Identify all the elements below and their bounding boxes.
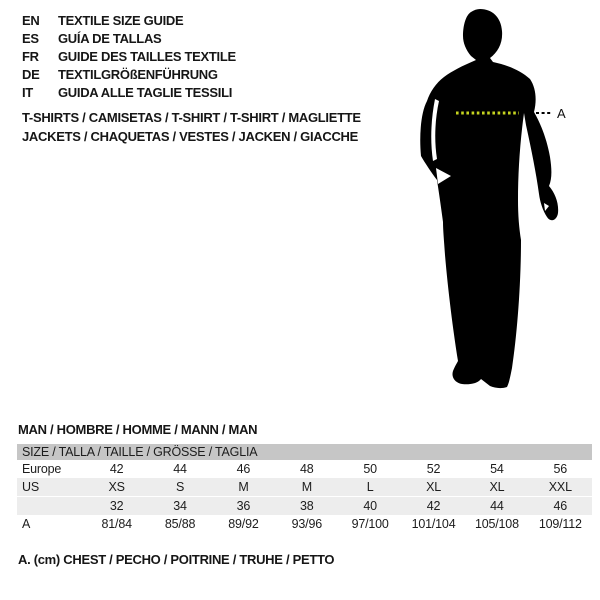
size-cell: 50	[363, 462, 377, 476]
language-title: GUIDE DES TAILLES TEXTILE	[58, 48, 236, 64]
table-row-europe	[17, 460, 592, 478]
row-label	[17, 497, 85, 516]
language-title: TEXTILGRÖßENFÜHRUNG	[58, 66, 218, 82]
size-cell: M	[212, 478, 275, 497]
language-row-it	[22, 83, 236, 101]
table-row-us-letter	[17, 478, 592, 497]
size-cell: 85/88	[164, 517, 196, 531]
language-list	[22, 12, 236, 101]
size-cell: 34	[148, 497, 211, 516]
size-cell: 42	[402, 497, 465, 516]
size-cell: 97/100	[351, 517, 389, 531]
size-cell: XL	[402, 478, 465, 497]
table-row-us-numeric	[17, 497, 592, 516]
size-cell: 44	[173, 462, 187, 476]
table-header-row	[17, 444, 592, 460]
size-table	[17, 444, 592, 533]
category-list	[22, 109, 361, 146]
size-cell: 52	[426, 462, 441, 476]
language-title: GUÍA DE TALLAS	[58, 31, 162, 47]
language-row-fr	[22, 48, 236, 66]
size-cell: 81/84	[101, 517, 132, 531]
man-silhouette-figure	[405, 0, 580, 410]
language-code: FR	[22, 48, 39, 64]
language-code: EN	[22, 13, 40, 29]
table-header-label: SIZE / TALLA / TAILLE / GRÖSSE / TAGLIA	[17, 444, 592, 460]
size-cell: M	[275, 478, 338, 497]
size-cell: 109/112	[538, 517, 582, 531]
language-row-de	[22, 65, 236, 83]
footnote: A. (cm) CHEST / PECHO / POITRINE / TRUHE / PETTO	[18, 552, 335, 567]
size-cell: XS	[85, 478, 148, 497]
size-cell: 54	[490, 462, 504, 476]
row-label: A	[22, 517, 31, 531]
size-cell: XL	[465, 478, 528, 497]
size-cell: 40	[339, 497, 402, 516]
row-label: Europe	[22, 462, 62, 476]
size-cell: 101/104	[411, 517, 456, 531]
size-cell: 32	[85, 497, 148, 516]
size-cell: 44	[465, 497, 528, 516]
category-line-jackets: JACKETS / CHAQUETAS / VESTES / JACKEN / GIACCHE	[22, 128, 358, 144]
size-cell: 56	[553, 462, 568, 476]
size-cell: 46	[236, 462, 251, 476]
size-cell: 38	[275, 497, 338, 516]
language-code: DE	[22, 66, 40, 82]
row-label: US	[17, 478, 85, 497]
size-cell: L	[339, 478, 402, 497]
measure-label-a: A	[557, 106, 566, 121]
category-line-tshirts: T-SHIRTS / CAMISETAS / T-SHIRT / T-SHIRT / MAGLIETTE	[22, 110, 361, 125]
size-cell: 46	[529, 497, 592, 516]
language-title: GUIDA ALLE TAGLIE TESSILI	[58, 84, 233, 100]
size-cell: 42	[109, 462, 124, 476]
language-code: ES	[22, 31, 39, 47]
size-cell: XXL	[529, 478, 592, 497]
size-cell: 105/108	[475, 517, 519, 531]
size-cell: S	[148, 478, 211, 497]
section-title: MAN / HOMBRE / HOMME / MANN / MAN	[18, 422, 258, 437]
man-silhouette	[420, 9, 558, 388]
size-cell: 48	[300, 462, 314, 476]
size-cell: 93/96	[291, 517, 322, 531]
size-cell: 36	[212, 497, 275, 516]
language-title: TEXTILE SIZE GUIDE	[58, 13, 184, 29]
size-cell: 89/92	[228, 517, 259, 531]
language-row-en	[22, 12, 236, 30]
table-row-chest-cm	[17, 515, 592, 533]
language-code: IT	[22, 84, 33, 100]
language-row-es	[22, 30, 236, 48]
